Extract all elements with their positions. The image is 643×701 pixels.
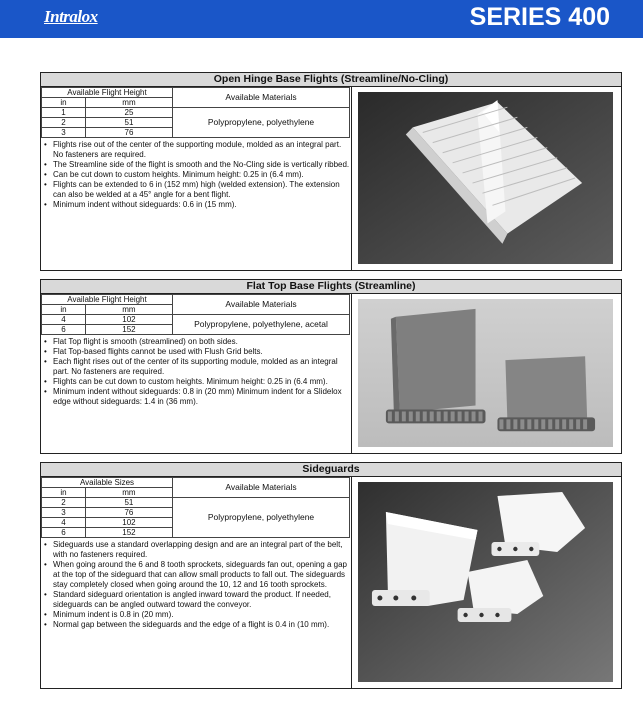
list-item: • Minimum indent is 0.8 in (20 mm). <box>53 610 350 620</box>
unit-in: in <box>42 305 86 315</box>
section-title: Sideguards <box>41 463 621 477</box>
section-flat-top-flights <box>40 279 622 454</box>
table-cell: 3 <box>42 508 86 518</box>
flight-height-table <box>41 87 350 138</box>
table-cell: 102 <box>85 315 172 325</box>
list-item: • Normal gap between the sideguards and the edge of a flight is 0.4 in (10 mm). <box>53 620 350 630</box>
list-item: • Standard sideguard orientation is angled inward toward the product. If needed, sideguards can be angled outward toward the conveyor. <box>53 590 350 610</box>
table-cell: 76 <box>85 128 172 138</box>
unit-mm: mm <box>85 305 172 315</box>
feature-list <box>41 540 350 630</box>
unit-mm: mm <box>85 98 172 108</box>
series-title: SERIES 400 <box>469 3 610 31</box>
materials-header: Available Materials <box>173 295 350 315</box>
section-sideguards <box>40 462 622 689</box>
table-cell: 152 <box>85 528 172 538</box>
intralox-logo: Intralox <box>44 7 98 26</box>
table-header: Available Flight Height <box>42 88 173 98</box>
table-cell: 4 <box>42 315 86 325</box>
table-cell: 2 <box>42 118 86 128</box>
table-cell: 1 <box>42 108 86 118</box>
header-banner <box>0 0 643 38</box>
list-item: • Minimum indent without sideguards: 0.6 in (15 mm). <box>53 200 350 210</box>
list-item: • Flights can be cut down to custom heights. Minimum height: 0.25 in (6.4 mm). <box>53 377 350 387</box>
feature-list <box>41 337 350 407</box>
section-open-hinge-flights <box>40 72 622 271</box>
table-header: Available Sizes <box>42 478 173 488</box>
photo-sideguards <box>351 477 621 688</box>
materials-header: Available Materials <box>173 88 350 108</box>
list-item: • Flights rise out of the center of the supporting module, molded as an integral part. No fasteners are required. <box>53 140 350 160</box>
list-item: • Flat Top-based flights cannot be used with Flush Grid belts. <box>53 347 350 357</box>
table-cell: 4 <box>42 518 86 528</box>
photo-flat-top-flights <box>351 294 621 453</box>
sizes-table <box>41 477 350 538</box>
table-cell: 25 <box>85 108 172 118</box>
materials-value: Polypropylene, polyethylene <box>173 498 350 538</box>
table-cell: 102 <box>85 518 172 528</box>
table-header: Available Flight Height <box>42 295 173 305</box>
list-item: • Flights can be extended to 6 in (152 mm) high (welded extension). The extension can also be welded at a 45° angle for a bent flight. <box>53 180 350 200</box>
feature-list <box>41 140 350 210</box>
table-cell: 51 <box>85 498 172 508</box>
table-cell: 152 <box>85 325 172 335</box>
flight-height-table <box>41 294 350 335</box>
unit-in: in <box>42 98 86 108</box>
table-cell: 6 <box>42 528 86 538</box>
table-cell: 2 <box>42 498 86 508</box>
unit-in: in <box>42 488 86 498</box>
list-item: • When going around the 6 and 8 tooth sprockets, sideguards fan out, opening a gap at the top of the sideguard that can allow small products to fall out. The sideguards stay completely closed when going around the 10, 12 and 16 tooth sprockets. <box>53 560 350 590</box>
list-item: • Sideguards use a standard overlapping design and are an integral part of the belt, with no fasteners required. <box>53 540 350 560</box>
table-cell: 51 <box>85 118 172 128</box>
table-cell: 76 <box>85 508 172 518</box>
list-item: • Can be cut down to custom heights. Minimum height: 0.25 in (6.4 mm). <box>53 170 350 180</box>
list-item: • Each flight rises out of the center of its supporting module, molded as an integral part. No fasteners are required. <box>53 357 350 377</box>
materials-value: Polypropylene, polyethylene <box>173 108 350 138</box>
list-item: • Minimum indent without sideguards: 0.8 in (20 mm) Minimum indent for a Slidelox edge without sideguards: 1.4 in (36 mm). <box>53 387 350 407</box>
list-item: • The Streamline side of the flight is smooth and the No-Cling side is vertically ribbed. <box>53 160 350 170</box>
unit-mm: mm <box>85 488 172 498</box>
section-title: Flat Top Base Flights (Streamline) <box>41 280 621 294</box>
list-item: • Flat Top flight is smooth (streamlined) on both sides. <box>53 337 350 347</box>
table-cell: 6 <box>42 325 86 335</box>
section-title: Open Hinge Base Flights (Streamline/No-Cling) <box>41 73 621 87</box>
materials-header: Available Materials <box>173 478 350 498</box>
table-cell: 3 <box>42 128 86 138</box>
photo-open-hinge-flight <box>351 87 621 270</box>
materials-value: Polypropylene, polyethylene, acetal <box>173 315 350 335</box>
